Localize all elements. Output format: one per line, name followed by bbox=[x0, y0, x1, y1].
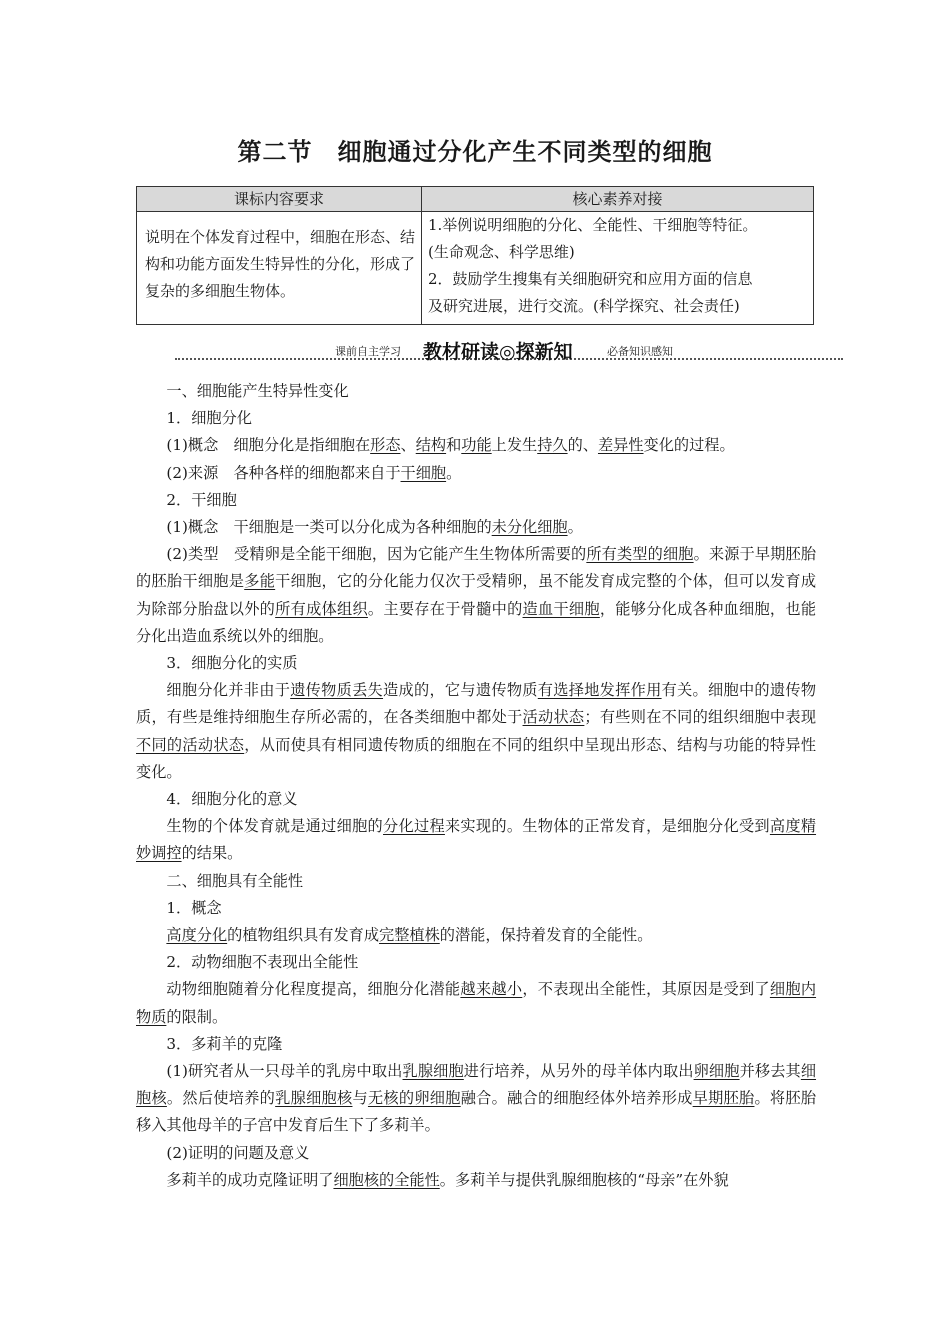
key-term: 未分化细胞 bbox=[491, 518, 568, 537]
banner-left-label: 课前自主学习 bbox=[335, 345, 401, 358]
banner-main-title: 教材研读◎探新知 bbox=[423, 341, 573, 363]
text-run: 4．细胞分化的意义 bbox=[166, 790, 298, 809]
text-run: 。主要存在于骨髓中的 bbox=[367, 599, 523, 618]
key-term: 细胞内物质 bbox=[136, 980, 817, 1026]
key-term: 高度分化 bbox=[166, 926, 228, 945]
key-term: 卵细胞 bbox=[693, 1062, 740, 1081]
key-term: 乳腺细胞核 bbox=[275, 1089, 353, 1108]
text-run: 的限制。 bbox=[166, 1007, 228, 1026]
key-term: 活动状态 bbox=[522, 708, 585, 727]
text-run: 。 bbox=[446, 463, 462, 482]
text-run: (2)类型 受精卵是全能干细胞，因为它能产生生物体所需要的 bbox=[166, 545, 587, 564]
text-run: (2)来源 各种各样的细胞都来自于 bbox=[166, 463, 401, 482]
key-term: 干细胞 bbox=[400, 463, 447, 482]
paragraph bbox=[136, 868, 816, 895]
text-run: 。来源于早期胚胎的胚胎干细胞是 bbox=[136, 545, 817, 591]
text-run: 融合。融合的细胞经体外培养形成 bbox=[460, 1089, 693, 1108]
text-run: (2)证明的问题及意义 bbox=[166, 1143, 310, 1162]
text-run: 有关。细胞中的遗传物质，有些是维持细胞生存所必需的，在各类细胞中都处于 bbox=[136, 681, 817, 727]
key-term: 有选择地发挥作用 bbox=[537, 681, 662, 700]
text-run: 1．概念 bbox=[166, 898, 222, 917]
paragraph bbox=[136, 541, 816, 650]
key-term: 高度精妙调控 bbox=[136, 817, 817, 863]
paragraph bbox=[136, 378, 816, 405]
paragraph bbox=[136, 677, 816, 786]
table-header-row bbox=[137, 187, 814, 212]
text-run: 上发生 bbox=[491, 436, 538, 455]
banner-right-label: 必备知识感知 bbox=[607, 345, 673, 358]
key-term: 无核的卵细胞 bbox=[367, 1089, 461, 1108]
text-run: 并移去其 bbox=[739, 1062, 801, 1081]
text-run: 变化的过程。 bbox=[643, 436, 735, 455]
text-run: 的结果。 bbox=[181, 844, 243, 863]
key-term: 越来越小 bbox=[460, 980, 523, 999]
text-run: 。然后使培养的 bbox=[166, 1089, 276, 1108]
text-run: 3．多莉羊的克隆 bbox=[166, 1034, 283, 1053]
competency-line: 2．鼓励学生搜集有关细胞研究和应用方面的信息 bbox=[428, 270, 753, 288]
text-run: 的植物组织具有发育成 bbox=[227, 926, 380, 945]
body-content bbox=[136, 378, 816, 1194]
standards-table bbox=[136, 186, 814, 325]
text-run: 与 bbox=[352, 1089, 368, 1108]
text-run: 干细胞，它的分化能力仅次于受精卵，虽不能发育成完整的个体，但可以发育成为除部分胎盘以外的 bbox=[136, 572, 817, 618]
text-run: 1．细胞分化 bbox=[166, 409, 252, 428]
competency-line: 及研究进展，进行交流。(科学探究、社会责任) bbox=[428, 297, 740, 315]
text-run: 。 bbox=[567, 518, 583, 537]
paragraph bbox=[136, 786, 816, 813]
key-term: 持久 bbox=[537, 436, 568, 455]
paragraph bbox=[136, 650, 816, 677]
paragraph bbox=[136, 460, 816, 487]
text-run: 2．干细胞 bbox=[166, 490, 237, 509]
text-run: (1)概念 干细胞是一类可以分化成为各种细胞的 bbox=[166, 518, 492, 537]
key-term: 乳腺细胞 bbox=[402, 1062, 464, 1081]
competency-line: (生命观念、科学思维) bbox=[428, 243, 575, 261]
core-competency-cell bbox=[422, 212, 814, 325]
header-curriculum-requirements: 课标内容要求 bbox=[137, 187, 422, 212]
key-term: 完整植株 bbox=[379, 926, 440, 945]
key-term: 细胞核 bbox=[136, 1062, 817, 1108]
paragraph bbox=[136, 949, 816, 976]
text-run: 的、 bbox=[567, 436, 598, 455]
key-term: 所有类型的细胞 bbox=[586, 545, 694, 564]
text-run: 和 bbox=[446, 436, 462, 455]
text-run: 3．细胞分化的实质 bbox=[166, 654, 298, 673]
paragraph bbox=[136, 1140, 816, 1167]
text-run: 多莉羊的成功克隆证明了 bbox=[166, 1170, 334, 1189]
text-run: (1)研究者从一只母羊的乳房中取出 bbox=[166, 1062, 403, 1081]
text-run: 来实现的。生物体的正常发育，是细胞分化受到 bbox=[444, 817, 770, 836]
text-run: ，从而使具有相同遗传物质的细胞在不同的组织中呈现出形态、结构与功能的特异性变化。 bbox=[136, 735, 817, 781]
section-banner bbox=[175, 337, 843, 363]
text-run: 、 bbox=[400, 436, 416, 455]
text-run: ，能够分化成各种血细胞，也能分化出造血系统以外的细胞。 bbox=[136, 599, 817, 645]
curriculum-requirement-text: 说明在个体发育过程中，细胞在形态、结构和功能方面发生特异性的分化，形成了复杂的多细胞生物体。 bbox=[137, 212, 422, 325]
paragraph bbox=[136, 922, 816, 949]
paragraph bbox=[136, 976, 816, 1030]
key-term: 遗传物质丢失 bbox=[290, 681, 384, 700]
competency-line: 1.举例说明细胞的分化、全能性、干细胞等特征。 bbox=[428, 216, 758, 234]
key-term: 不同的活动状态 bbox=[136, 735, 245, 754]
paragraph bbox=[136, 1031, 816, 1058]
key-term: 多能 bbox=[244, 572, 276, 591]
text-run: ，不表现出全能性，其原因是受到了 bbox=[522, 980, 770, 999]
text-run: (1)概念 细胞分化是指细胞在 bbox=[166, 436, 371, 455]
key-term: 功能 bbox=[461, 436, 492, 455]
text-run: 二、细胞具有全能性 bbox=[166, 871, 304, 890]
key-term: 形态 bbox=[370, 436, 401, 455]
key-term: 细胞核的全能性 bbox=[333, 1170, 440, 1189]
text-run: 动物细胞随着分化程度提高，细胞分化潜能 bbox=[166, 980, 461, 999]
page-title: 第二节 细胞通过分化产生不同类型的细胞 bbox=[237, 138, 713, 166]
paragraph bbox=[136, 405, 816, 432]
text-run: 。将胚胎移入其他母羊的子宫中发育后生下了多莉羊。 bbox=[136, 1089, 817, 1135]
text-run: 的潜能，保持着发育的全能性。 bbox=[439, 926, 653, 945]
paragraph bbox=[136, 813, 816, 867]
text-run: 细胞分化并非由于 bbox=[166, 681, 291, 700]
paragraph bbox=[136, 432, 816, 459]
paragraph bbox=[136, 514, 816, 541]
paragraph bbox=[136, 895, 816, 922]
table-row bbox=[137, 212, 814, 325]
text-run: 。多莉羊与提供乳腺细胞核的“母亲”在外貌 bbox=[439, 1170, 729, 1189]
text-run: ；有些则在不同的组织细胞中表现 bbox=[584, 708, 817, 727]
text-run: 2．动物细胞不表现出全能性 bbox=[166, 953, 359, 972]
key-term: 所有成体组织 bbox=[275, 599, 368, 618]
paragraph bbox=[136, 487, 816, 514]
text-run: 造成的，它与遗传物质 bbox=[383, 681, 538, 700]
key-term: 结构 bbox=[415, 436, 447, 455]
text-run: 一、细胞能产生特异性变化 bbox=[166, 382, 349, 400]
key-term: 造血干细胞 bbox=[522, 599, 600, 618]
text-run: 生物的个体发育就是通过细胞的 bbox=[166, 817, 384, 836]
text-run: 进行培养，从另外的母羊体内取出 bbox=[463, 1062, 694, 1081]
key-term: 差异性 bbox=[597, 436, 644, 455]
paragraph bbox=[136, 1058, 816, 1140]
key-term: 分化过程 bbox=[383, 817, 445, 836]
paragraph bbox=[136, 1167, 816, 1194]
header-core-competencies: 核心素养对接 bbox=[422, 187, 814, 212]
key-term: 早期胚胎 bbox=[692, 1089, 755, 1108]
